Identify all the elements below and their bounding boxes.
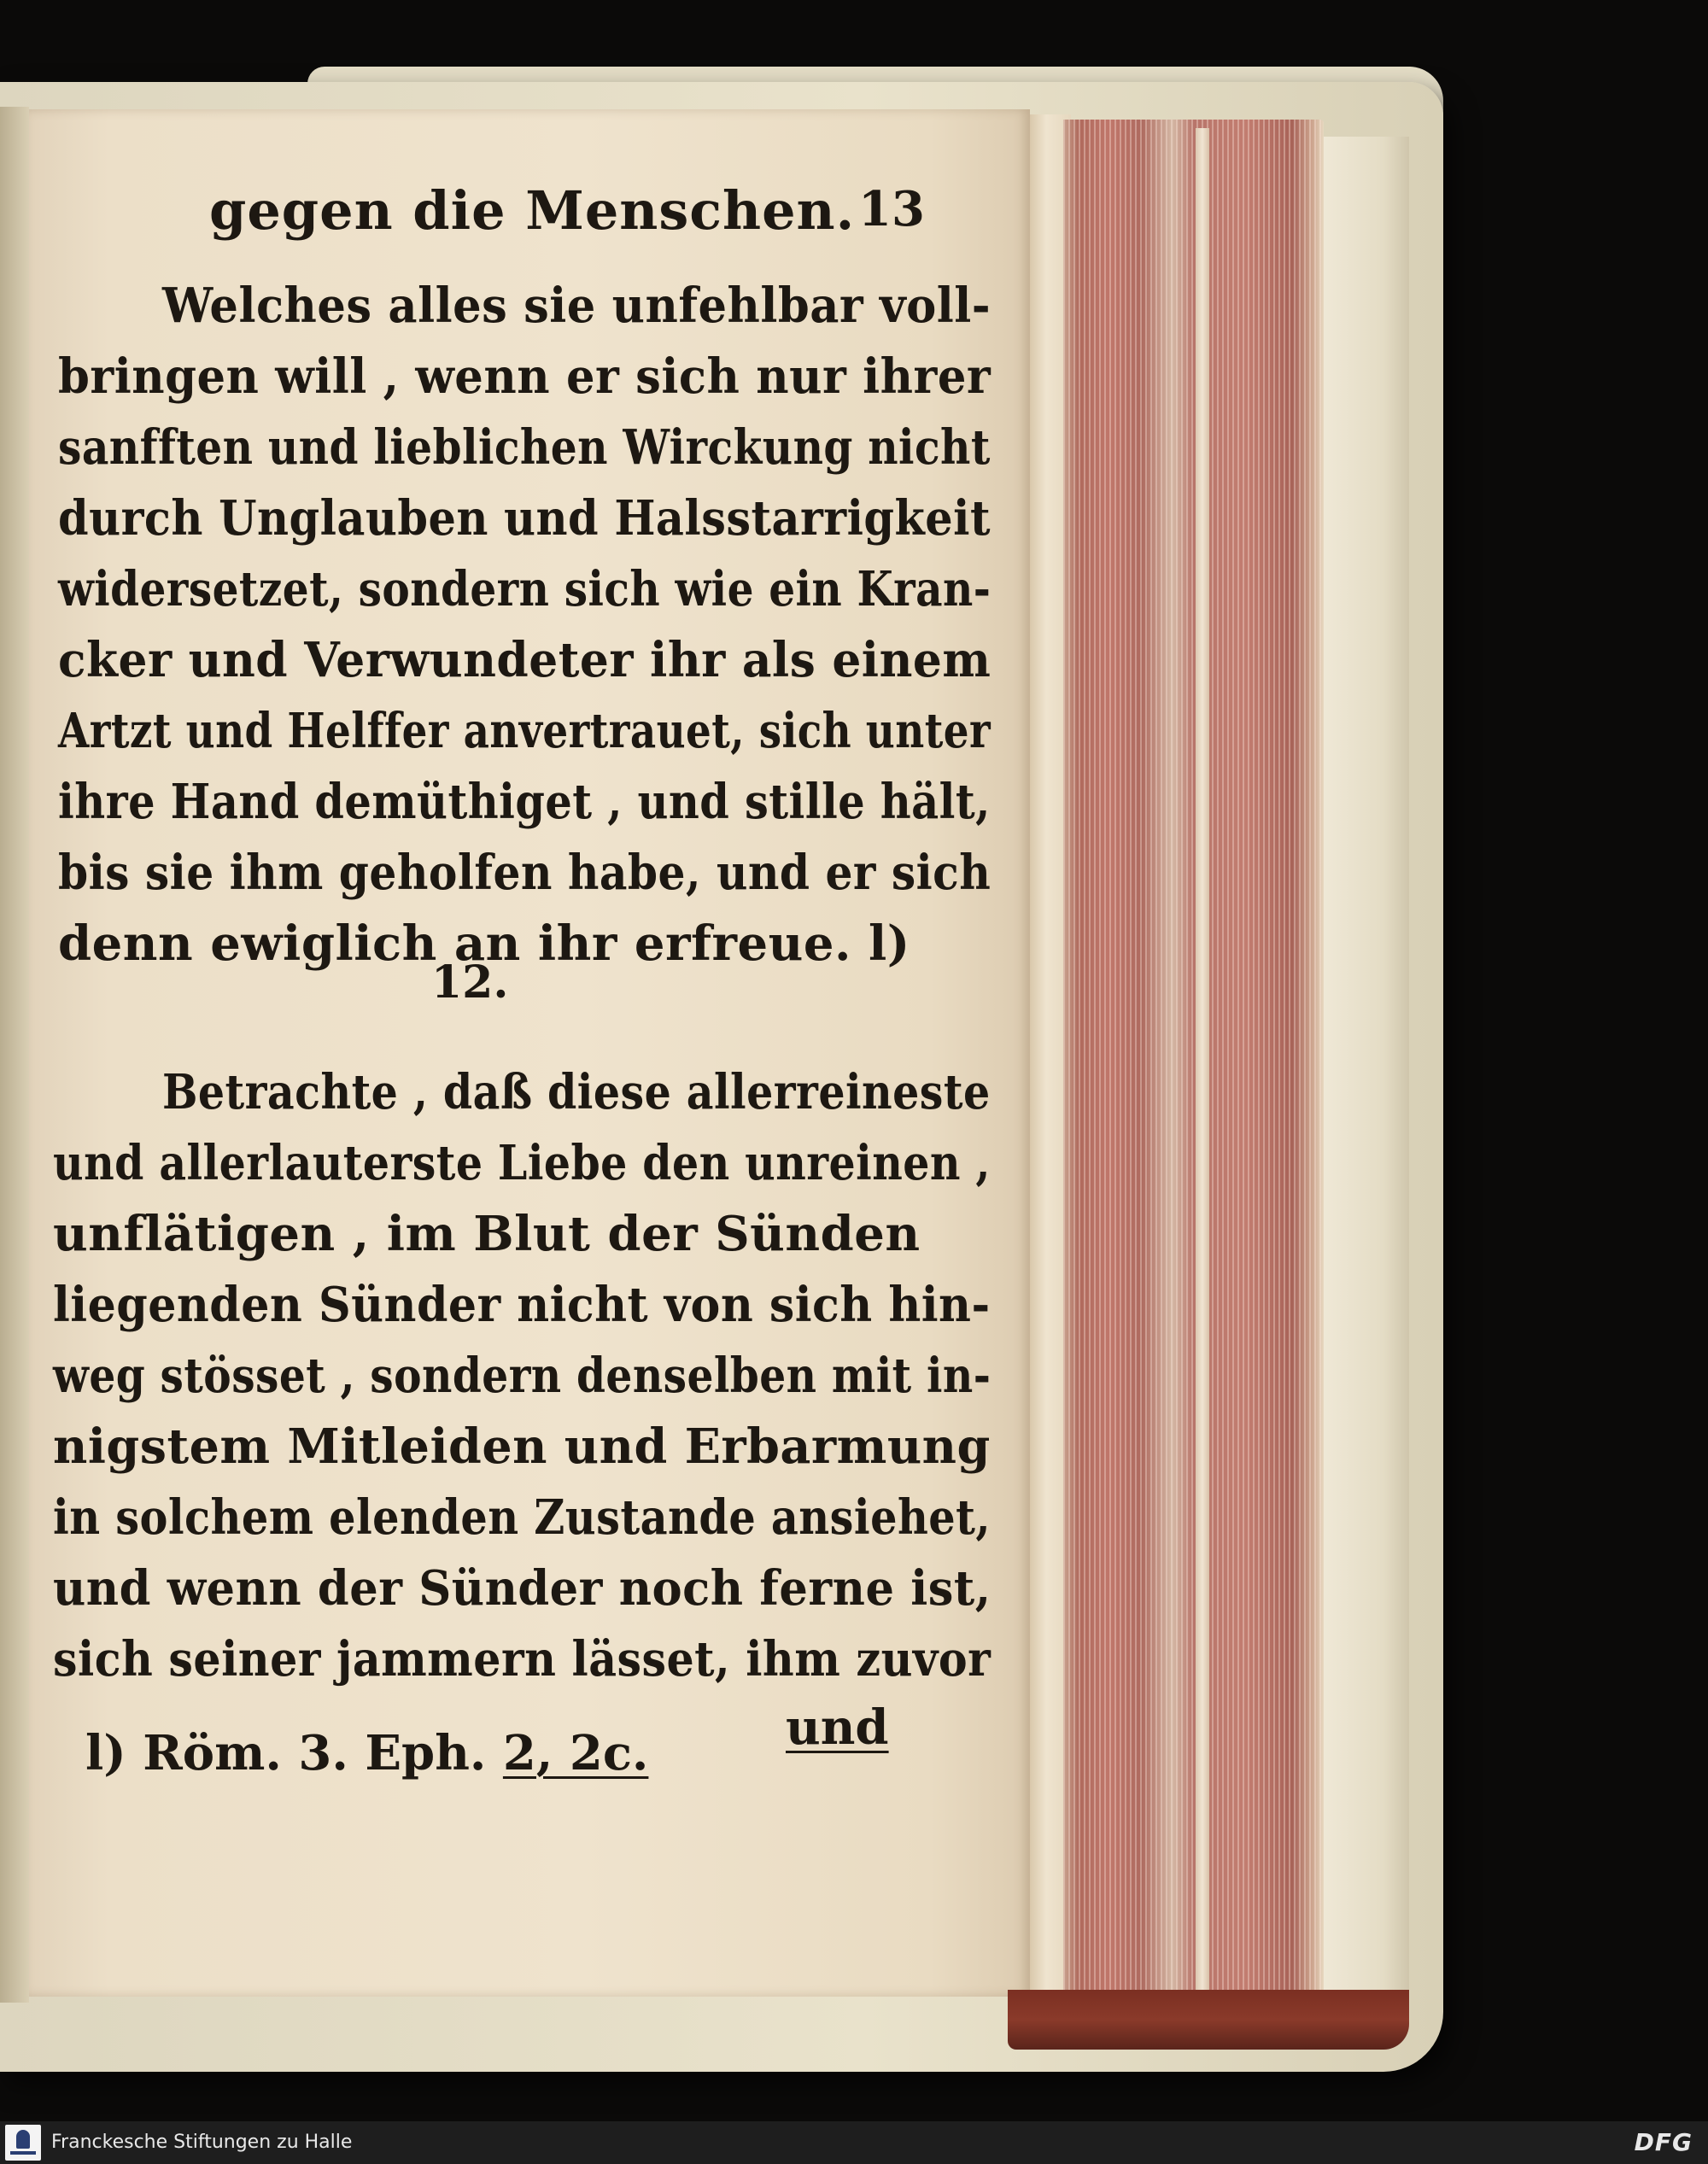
text-line: unflätigen , im Blut der Sünden [53, 1206, 921, 1262]
text-line: bringen will , wenn er sich nur ihrer [58, 348, 991, 405]
left-page-edge [0, 107, 29, 2003]
red-sprinkled-fore-edge [1063, 120, 1324, 1998]
text-line: Welches alles sie unfehlbar voll- [162, 278, 991, 334]
text-line: denn ewiglich an ihr erfreue. l) [58, 915, 910, 972]
page-number: 13 [858, 181, 925, 237]
running-head: gegen die Menschen. [209, 179, 856, 242]
text-line: widersetzet, sondern sich wie ein Kran- [58, 561, 991, 617]
text-line: liegenden Sünder nicht von sich hin- [53, 1277, 991, 1333]
text-line: sanfften und lieblichen Wirckung nicht [58, 419, 991, 476]
fore-edge-gap [1196, 128, 1209, 1990]
text-line: Betrachte , daß diese allerreineste [162, 1064, 991, 1120]
text-line: nigstem Mitleiden und Erbarmung [53, 1418, 991, 1475]
dfg-logo: DFG [1634, 2128, 1693, 2156]
institution-logo-icon [5, 2125, 41, 2161]
text-line: durch Unglauben und Halsstarrigkeit [58, 490, 991, 547]
cover-board-edge [1324, 137, 1409, 1998]
text-line: ihre Hand demüthiget , und stille hält, [58, 774, 991, 830]
text-line: weg stösset , sondern denselben mit in- [53, 1348, 991, 1404]
text-line: und wenn der Sünder noch ferne ist, [53, 1560, 991, 1617]
cover-bottom-edge [1008, 1990, 1409, 2050]
footnote-text: l) Röm. 3. Eph. [85, 1725, 503, 1781]
text-line: Artzt und Helffer anvertrauet, sich unter [58, 703, 991, 759]
text-line: in solchem elenden Zustande ansiehet, [53, 1489, 991, 1546]
text-line: sich seiner jammern lässet, ihm zuvor [53, 1631, 991, 1687]
institution-name: Franckesche Stiftungen zu Halle [51, 2132, 353, 2153]
section-number: 12. [431, 956, 509, 1009]
text-line: cker und Verwundeter ihr als einem [58, 632, 991, 688]
footnote-underlined-text: 2, 2c. [502, 1725, 649, 1781]
catchword: und [786, 1699, 889, 1756]
text-line: und allerlauterste Liebe den unreinen , [53, 1135, 991, 1191]
footer-bar [0, 2121, 1708, 2164]
footnote [85, 1725, 648, 1781]
text-line: bis sie ihm geholfen habe, und er sich [58, 845, 991, 901]
